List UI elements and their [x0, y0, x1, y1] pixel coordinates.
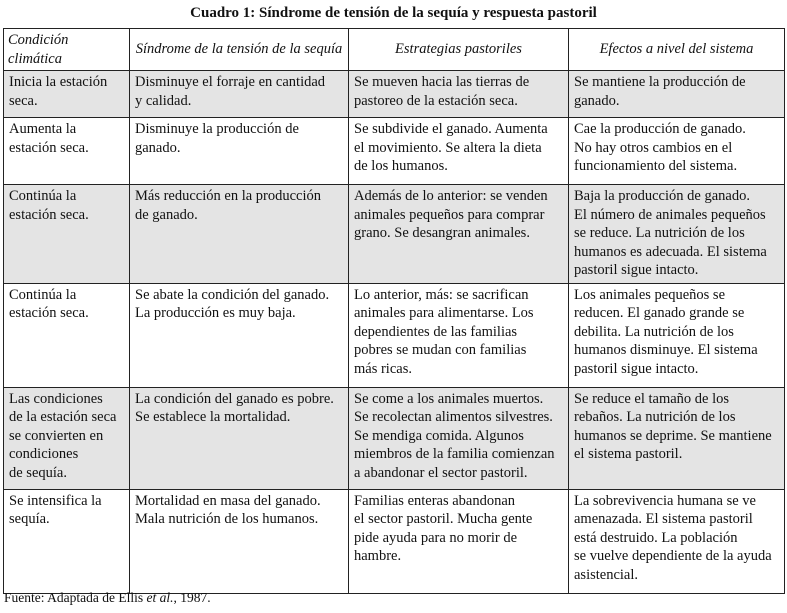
drought-table [3, 28, 785, 594]
cell-climate: Las condiciones de la estación seca se convierten en condiciones de sequía. [4, 387, 130, 489]
cell-effects: Se mantiene la producción de ganado. [569, 71, 785, 118]
cell-syndrome: Mortalidad en masa del ganado. Mala nutrición de los humanos. [130, 489, 349, 593]
cell-effects: Cae la producción de ganado. No hay otros cambios en el funcionamiento del sistema. [569, 118, 785, 185]
cell-climate: Inicia la estación seca. [4, 71, 130, 118]
table-row [4, 283, 785, 387]
table-title: Cuadro 1: Síndrome de tensión de la sequía y respuesta pastoril [190, 5, 597, 21]
cell-syndrome: La condición del ganado es pobre. Se establece la mortalidad. [130, 387, 349, 489]
header-strategies: Estrategias pastoriles [349, 29, 569, 71]
header-syndrome: Síndrome de la tensión de la sequía [130, 29, 349, 71]
cell-strategies: Además de lo anterior: se venden animales pequeños para comprar grano. Se desangran animales. [349, 185, 569, 284]
cell-strategies: Familias enteras abandonan el sector pastoril. Mucha gente pide ayuda para no morir de hambre. [349, 489, 569, 593]
cell-climate: Se intensifica la sequía. [4, 489, 130, 593]
source-prefix: Fuente: Adaptada de Ellis [4, 590, 147, 605]
table-row [4, 118, 785, 185]
cell-syndrome: Se abate la condición del ganado. La producción es muy baja. [130, 283, 349, 387]
cell-strategies: Se come a los animales muertos. Se recolectan alimentos silvestres. Se mendiga comida. Algunos miembros de la familia comienzan a abandonar el sector pastoril. [349, 387, 569, 489]
cell-climate: Continúa la estación seca. [4, 185, 130, 284]
cell-climate: Continúa la estación seca. [4, 283, 130, 387]
cell-effects: Se reduce el tamaño de los rebaños. La nutrición de los humanos se deprime. Se mantiene el sistema pastoril. [569, 387, 785, 489]
source-suffix: , 1987. [173, 590, 211, 605]
cell-syndrome: Disminuye la producción de ganado. [130, 118, 349, 185]
cell-strategies: Se mueven hacia las tierras de pastoreo de la estación seca. [349, 71, 569, 118]
table-row [4, 71, 785, 118]
source-note [4, 590, 211, 606]
header-climate: Condición climática [4, 29, 130, 71]
cell-strategies: Se subdivide el ganado. Aumenta el movimiento. Se altera la dieta de los humanos. [349, 118, 569, 185]
cell-strategies: Lo anterior, más: se sacrifican animales para alimentarse. Los dependientes de las familias pobres se mudan con familias más ricas. [349, 283, 569, 387]
table-row [4, 185, 785, 284]
header-effects: Efectos a nivel del sistema [569, 29, 785, 71]
source-etal: et al. [146, 590, 174, 605]
table-row [4, 489, 785, 593]
cell-effects: La sobrevivencia humana se ve amenazada. El sistema pastoril está destruido. La población se vuelve dependiente de la ayuda asistencial. [569, 489, 785, 593]
table-row [4, 387, 785, 489]
header-row [4, 29, 785, 71]
cell-climate: Aumenta la estación seca. [4, 118, 130, 185]
cell-syndrome: Más reducción en la producción de ganado. [130, 185, 349, 284]
cell-effects: Los animales pequeños se reducen. El ganado grande se debilita. La nutrición de los humanos disminuye. El sistema pastoril sigue intacto. [569, 283, 785, 387]
cell-effects: Baja la producción de ganado. El número de animales pequeños se reduce. La nutrición de los humanos es adecuada. El sistema pastoril sigue intacto. [569, 185, 785, 284]
cell-syndrome: Disminuye el forraje en cantidad y calidad. [130, 71, 349, 118]
